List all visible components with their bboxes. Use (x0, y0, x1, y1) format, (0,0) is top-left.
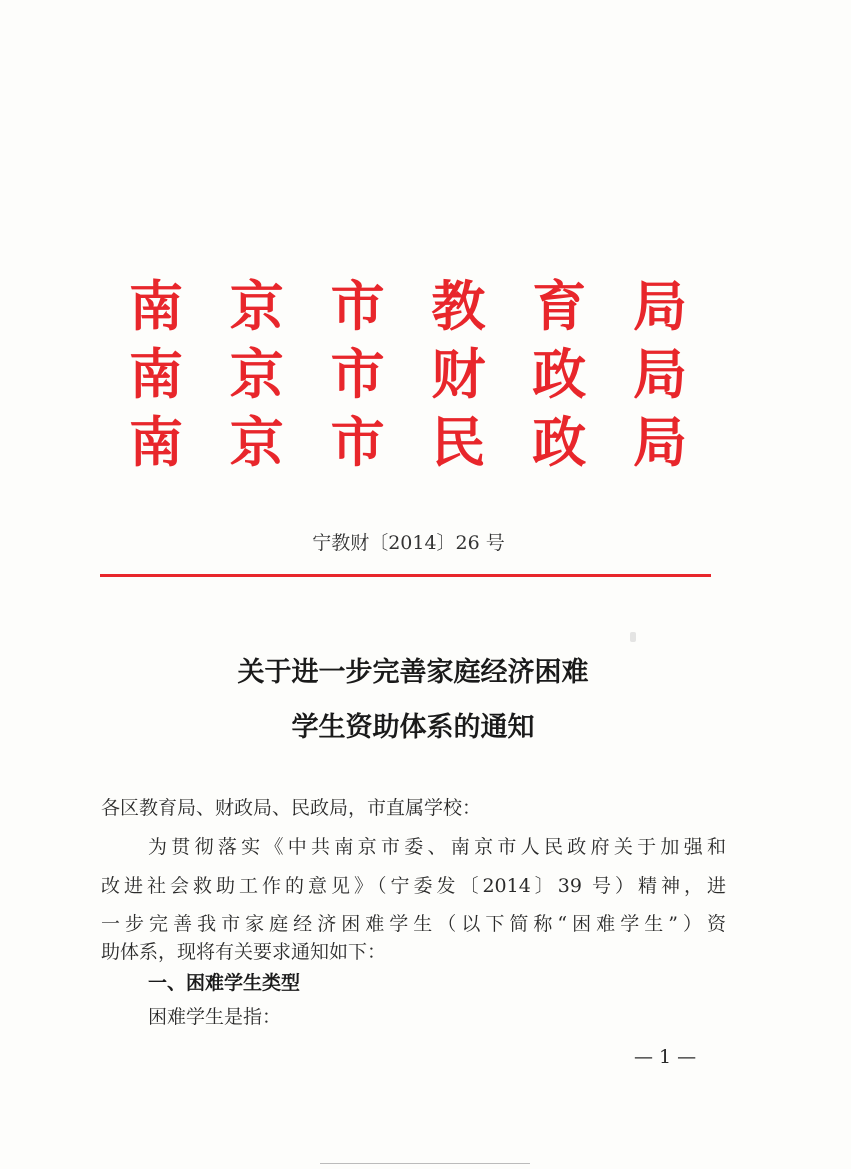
paragraph-line: 为贯彻落实《中共南京市委、南京市人民政府关于加强和 (148, 836, 726, 858)
issuer-char: 南 (129, 274, 183, 338)
scan-speck (630, 632, 636, 642)
document-title-line-2: 学生资助体系的通知 (291, 712, 535, 743)
paragraph-line: 改进社会救助工作的意见》（宁委发〔2014〕39 号）精神，进 (101, 875, 726, 897)
issuer-char: 市 (330, 274, 385, 338)
document-title-line-1: 关于进一步完善家庭经济困难 (237, 657, 589, 688)
salutation: 各区教育局、财政局、民政局，市直属学校： (101, 797, 482, 819)
issuer-char: 财 (431, 342, 486, 406)
page-number: — 1 — (634, 1046, 697, 1068)
section-intro: 困难学生是指： (148, 1006, 282, 1028)
issuer-char: 市 (330, 342, 385, 406)
issuer-char: 政 (532, 342, 587, 406)
issuer-civil-affairs-bureau (128, 408, 688, 476)
issuer-char: 市 (330, 410, 385, 474)
issuer-education-bureau (128, 272, 688, 340)
document-number: 宁教财〔2014〕26 号 (312, 532, 505, 554)
issuer-finance-bureau (128, 340, 688, 408)
red-separator-line (100, 574, 711, 577)
paragraph-line: 一步完善我市家庭经济困难学生（以下简称“困难学生”）资 (101, 913, 726, 935)
issuer-char: 育 (532, 274, 587, 338)
issuing-authorities (128, 272, 688, 476)
issuer-char: 南 (129, 410, 183, 474)
scan-bottom-edge (320, 1163, 530, 1164)
section-heading: 一、困难学生类型 (148, 972, 301, 994)
issuer-char: 局 (632, 274, 687, 338)
issuer-char: 南 (129, 342, 183, 406)
paragraph-line: 助体系，现将有关要求通知如下： (101, 941, 387, 963)
issuer-char: 京 (229, 410, 284, 474)
issuer-char: 教 (431, 274, 486, 338)
issuer-char: 京 (229, 274, 284, 338)
issuer-char: 民 (431, 410, 486, 474)
issuer-char: 政 (532, 410, 587, 474)
issuer-char: 局 (632, 342, 687, 406)
issuer-char: 京 (229, 342, 284, 406)
issuer-char: 局 (632, 410, 687, 474)
